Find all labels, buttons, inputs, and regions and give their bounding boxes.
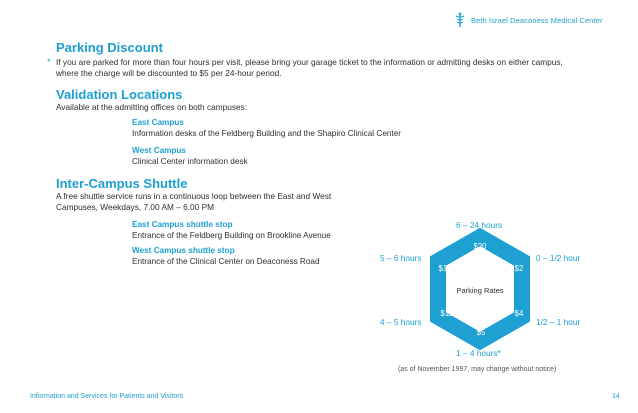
- west-shuttle-stop-text: Entrance of the Clinical Center on Deaconess Road: [132, 257, 320, 266]
- east-campus-title: East Campus: [132, 118, 184, 127]
- page-number: 14: [612, 393, 620, 400]
- price-lower-left: $12: [440, 309, 454, 318]
- parking-discount-text: If you are parked for more than four hours per visit, please bring your garage ticket to the information or admitting desks on either campus, where the charge will be discounted to $5 per 24-hour period.: [56, 57, 563, 79]
- parking-rates-center-label: Parking Rates: [456, 286, 504, 295]
- price-upper-right: $2: [514, 264, 524, 273]
- organization-header: [453, 12, 603, 28]
- duration-upper-right: 0 – 1/2 hour: [536, 253, 581, 263]
- organization-name: Beth Israel Deaconess Medical Center: [471, 15, 603, 25]
- price-bottom: $5: [476, 328, 486, 337]
- parking-rates-hexagon: [370, 215, 590, 360]
- price-upper-left: $15: [438, 264, 452, 273]
- duration-lower-right: 1/2 – 1 hour: [536, 317, 581, 327]
- duration-upper-left: 5 – 6 hours: [380, 253, 422, 263]
- price-top: $20: [473, 242, 487, 251]
- east-campus-block: [132, 117, 452, 139]
- parking-rates-diagram: [370, 215, 590, 360]
- east-shuttle-stop-title: East Campus shuttle stop: [132, 220, 233, 229]
- validation-intro: Available at the admitting offices on both campuses:: [56, 102, 248, 112]
- west-campus-title: West Campus: [132, 146, 186, 155]
- east-campus-text: Information desks of the Feldberg Building and the Shapiro Clinical Center: [132, 129, 401, 138]
- duration-top: 6 – 24 hours: [456, 220, 503, 230]
- asterisk-marker: *: [47, 57, 51, 67]
- footer-title: Information and Services for Patients and Visitors: [30, 393, 184, 400]
- west-shuttle-stop-block: [132, 245, 392, 267]
- east-shuttle-stop-block: [132, 219, 392, 241]
- west-shuttle-stop-title: West Campus shuttle stop: [132, 246, 235, 255]
- east-shuttle-stop-text: Entrance of the Feldberg Building on Brookline Avenue: [132, 231, 331, 240]
- rates-note: (as of November 1997, may change without notice): [398, 366, 557, 373]
- west-campus-text: Clinical Center information desk: [132, 157, 248, 166]
- duration-bottom: 1 – 4 hours*: [456, 348, 501, 358]
- parking-discount-heading: Parking Discount: [56, 40, 163, 55]
- inter-campus-shuttle-heading: Inter-Campus Shuttle: [56, 176, 188, 191]
- validation-locations-heading: Validation Locations: [56, 87, 183, 102]
- duration-lower-left: 4 – 5 hours: [380, 317, 422, 327]
- shuttle-text: A free shuttle service runs in a continuous loop between the East and West Campuses, Weekdays, 7.00 AM – 6.00 PM: [56, 191, 332, 213]
- price-lower-right: $4: [514, 309, 524, 318]
- west-campus-block: [132, 145, 452, 167]
- caduceus-icon: [453, 12, 467, 28]
